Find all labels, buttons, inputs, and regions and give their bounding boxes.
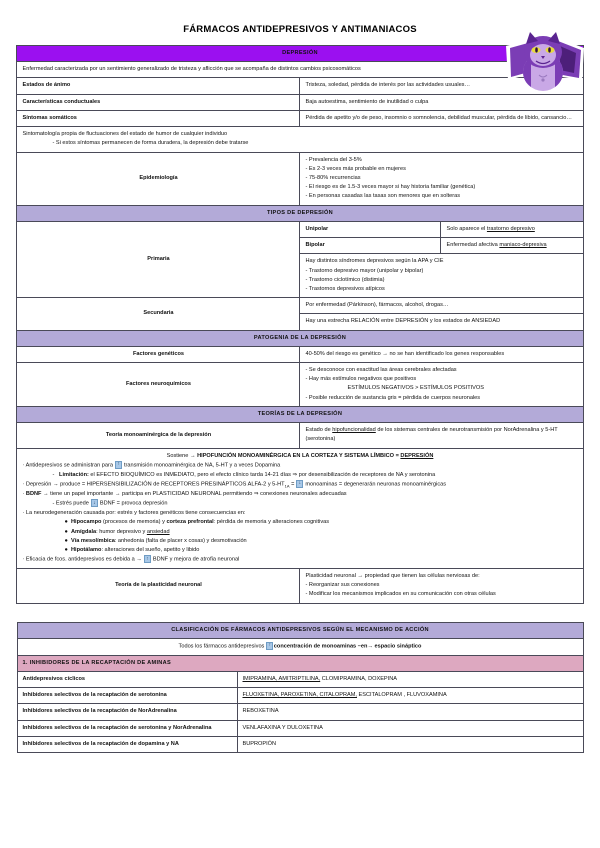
teoria-sub-bullet: ● Amígdala: humor depresivo y ansiedad bbox=[64, 528, 170, 535]
drug-underlined: FLUOXETINA, PAROXETINA, CITALOPRAM, bbox=[242, 692, 357, 699]
depresion-definition: Enfermedad caracterizada por un sentimiento generalizado de tristeza y aflicción que se acompaña de distintos cambios psicosomáticos bbox=[17, 62, 583, 78]
row-label-factores-geneticos: Factores genéticos bbox=[17, 346, 300, 362]
band-inhibidores-recaptacion: 1. INHIBIDORES DE LA RECAPTACIÓN DE AMINAS bbox=[17, 655, 583, 671]
bullet-2-bold: Vía mesolímbica bbox=[70, 537, 115, 544]
b2-post: el EFECTO BIOQUÍMICO es INMEDIATO, pero el efecto clínico tarda 14-21 días ⇒ por desensibilización de receptores de NA y serotonina bbox=[88, 471, 436, 478]
teoria-bullet-5 bbox=[22, 499, 577, 509]
b3-b: = bbox=[289, 481, 296, 488]
unipolar-underlined: trastorno depresivo bbox=[486, 225, 535, 232]
table-row bbox=[17, 704, 583, 720]
band-tipos-depresion: TIPOS DE DEPRESIÓN bbox=[17, 205, 583, 221]
b3-c: monoaminas = degenerarán neuronas monoaminérgicas bbox=[303, 481, 447, 488]
sindrome-line: - Trastorno ciclotímico (distimia) bbox=[305, 276, 385, 283]
row-label-plasticidad: Teoría de la plasticidad neuronal bbox=[17, 568, 300, 603]
epi-item: - Es 2-3 veces más probable en mujeres bbox=[305, 165, 406, 172]
mono-underlined: hipofuncionalidad bbox=[332, 427, 376, 434]
table-row bbox=[17, 110, 583, 126]
sindrome-line: Hay distintos síndromes depresivos según la APA y CIE bbox=[305, 258, 444, 265]
table-row bbox=[17, 221, 583, 237]
table-row bbox=[17, 638, 583, 655]
teoria-bullet-4 bbox=[22, 490, 577, 499]
clasificacion-intro bbox=[17, 638, 583, 655]
neuroq-line: - Posible reducción de sustancia gris = pérdida de cuerpos neuronales bbox=[305, 394, 481, 401]
b3-subscript: 1A bbox=[284, 483, 290, 489]
bipolar-underlined: maniaco-depresiva bbox=[499, 242, 547, 249]
b5-pre: - Estrés puede bbox=[52, 500, 91, 507]
arrow-up-icon: ↑ bbox=[266, 642, 273, 650]
cell-secundaria-value: Por enfermedad (Párkinson), fármacos, alcohol, drogas… bbox=[300, 298, 583, 314]
teoria-bullet-1 bbox=[22, 461, 577, 471]
table-row bbox=[17, 78, 583, 94]
teoria-sub-bullet: ● Hipotálamo: alteraciones del sueño, apetito y libido bbox=[64, 546, 200, 553]
drug-class-label: Inhibidores selectivos de la recaptación de NorAdrenalina bbox=[17, 704, 237, 720]
b4-bold: BDNF bbox=[25, 491, 42, 498]
teoria-monoaminergica-detail bbox=[17, 448, 583, 568]
bullet-0-bold: Hipocampo bbox=[70, 519, 102, 526]
b2-bold: Limitación: bbox=[59, 471, 89, 478]
cell-bipolar-value bbox=[441, 238, 583, 254]
table-row bbox=[17, 720, 583, 736]
table-row-teoria-detail bbox=[17, 448, 583, 568]
band-row-patogenia bbox=[17, 330, 583, 346]
bullet-1-underlined: ansiedad bbox=[146, 528, 170, 535]
teoria-sub-bullet: ● Vía mesolímbica: anhedonia (falta de placer x cosas) y desmotivación bbox=[64, 537, 247, 544]
plasticidad-line: - Modificar los mecanismos implicados en su comunicación con otras células bbox=[305, 591, 496, 598]
teoria-sub-bullet: ● Hipocampo (procesos de memoria) y corteza prefrontal: pérdida de memoria y alteraciones cognitivas bbox=[64, 519, 330, 526]
b5-post: BDNF = provoca depresión bbox=[98, 500, 168, 507]
arrow-up-icon: ↑ bbox=[144, 555, 151, 563]
drug-list bbox=[237, 688, 583, 704]
bullet-2-text: : anhedonia (falta de placer x cosas) y desmotivación bbox=[114, 537, 247, 544]
arrow-up-icon: ↑ bbox=[115, 461, 122, 469]
teoria-bullet-2 bbox=[22, 471, 577, 480]
row-value-epidemiologia bbox=[300, 152, 583, 205]
band-row-depresion bbox=[17, 46, 583, 62]
drug-list: VENLAFAXINA Y DULOXETINA bbox=[237, 720, 583, 736]
arrow-down-icon: ↓ bbox=[91, 499, 98, 507]
sostiene-underlined: DEPRESIÓN bbox=[400, 452, 434, 459]
bullet-3-bold: Hipotálamo bbox=[70, 546, 102, 553]
drug-rest: CLOMIPRAMINA, DOXEPINA bbox=[320, 675, 397, 682]
note-line-1: Sintomatología propia de fluctuaciones del estado de humor de cualquier individuo bbox=[22, 131, 228, 138]
drug-list: BUPROPIÓN bbox=[237, 736, 583, 752]
band-clasificacion: CLASIFICACIÓN DE FÁRMACOS ANTIDEPRESIVOS SEGÚN EL MECANISMO DE ACCIÓN bbox=[17, 622, 583, 638]
clasificacion-table bbox=[17, 622, 584, 753]
mono-post: de los sistemas centrales de neurotransmisión por NorAdrenalina y 5-HT (serotonina) bbox=[305, 427, 558, 443]
table-row bbox=[17, 127, 583, 152]
definition-row bbox=[17, 62, 583, 78]
band-row-clasificacion bbox=[17, 622, 583, 638]
row-value-sintomas-somaticos: Pérdida de apetito y/o de peso, insomnio o somnolencia, debilidad muscular, pérdida de libido, cansancio… bbox=[300, 110, 583, 126]
page-title: FÁRMACOS ANTIDEPRESIVOS Y ANTIMANIACOS bbox=[183, 24, 417, 35]
teoria-bullet-6: · La neurodegeneración causada por: estrés y factores genéticos tiene consecuencias en: bbox=[22, 510, 246, 517]
row-label-epidemiologia: Epidemiología bbox=[17, 152, 300, 205]
row-value-caracteristicas: Baja autoestima, sentimiento de inutilidad o culpa bbox=[300, 94, 583, 110]
teoria-bullet-7 bbox=[22, 555, 577, 565]
drug-class-label: Antidepresivos cíclicos bbox=[17, 671, 237, 687]
table-row bbox=[17, 346, 583, 362]
row-value-estados-animo: Tristeza, soledad, pérdida de interés por las actividades usuales… bbox=[300, 78, 583, 94]
table-row bbox=[17, 363, 583, 407]
b4-post: → tiene un papel importante → participa en PLASTICIDAD NEURONAL permitiendo ⇒ conexiones neuronales adecuadas bbox=[41, 491, 347, 498]
table-row bbox=[17, 423, 583, 448]
row-value-plasticidad bbox=[300, 568, 583, 603]
sostiene-bold: HIPOFUNCIÓN MONOAMINÉRGICA EN LA CORTEZA Y SISTEMA LÍMBICO = bbox=[197, 452, 401, 459]
sindrome-line: - Trastorno depresivo mayor (unipolar y bipolar) bbox=[305, 267, 424, 274]
b1-pre: · Antidepresivos se administran para bbox=[22, 462, 115, 469]
epi-item: - En personas casadas las tasas son menores que en solteras bbox=[305, 193, 461, 200]
cell-unipolar-label: Unipolar bbox=[300, 221, 441, 237]
bullet-3-text: : alteraciones del sueño, apetito y libido bbox=[101, 546, 200, 553]
table-gap bbox=[0, 604, 600, 622]
row-value-teoria-monoaminergica bbox=[300, 423, 583, 448]
neuroq-line: - Hay más estímulos negativos que positivos bbox=[305, 376, 417, 383]
row-label-teoria-monoaminergica: Teoría monoaminérgica de la depresión bbox=[17, 423, 300, 448]
band-depresion: DEPRESIÓN bbox=[17, 46, 583, 62]
row-label-factores-neuroquimicos: Factores neuroquímicos bbox=[17, 363, 300, 407]
b7-post: BDNF y mejora de atrofia neuronal bbox=[151, 556, 240, 563]
bullet-0-bold2: corteza prefrontal bbox=[166, 519, 214, 526]
note-line-2: - Si estos síntomas permanecen de forma duradera, la depresión debe tratarse bbox=[52, 140, 249, 147]
sintomatologia-note bbox=[17, 127, 583, 152]
cell-unipolar-value bbox=[441, 221, 583, 237]
sostiene-pre: Sostiene → bbox=[166, 452, 198, 459]
intro-post: concentración de monoaminas –en→ espacio sináptico bbox=[273, 643, 422, 650]
band-teorias: TEORÍAS DE LA DEPRESIÓN bbox=[17, 406, 583, 422]
b7-pre: · Eficacia de fcos. antidepresivos es debida a → bbox=[22, 556, 144, 563]
drug-class-label: Inhibidores selectivos de la recaptación de serotonina bbox=[17, 688, 237, 704]
bullet-0-text: (procesos de memoria) y bbox=[101, 519, 167, 526]
row-label-secundaria: Secundaria bbox=[17, 298, 300, 330]
neuroq-emphasis: ESTÍMULOS NEGATIVOS > ESTÍMULOS POSITIVOS bbox=[347, 385, 484, 392]
bullet-1-text: : humor depresivo y bbox=[96, 528, 147, 535]
neuroq-line: - Se desconoce con exactitud las áreas cerebrales afectadas bbox=[305, 367, 457, 374]
epi-item: - Prevalencia del 3-5% bbox=[305, 156, 362, 163]
cell-sindromes bbox=[300, 254, 583, 298]
row-value-factores-neuroquimicos bbox=[300, 363, 583, 407]
bipolar-text: Enfermedad afectiva bbox=[446, 242, 500, 249]
sostiene-line bbox=[22, 452, 577, 461]
band-patogenia: PATOGENIA DE LA DEPRESIÓN bbox=[17, 330, 583, 346]
plasticidad-line: - Reorganizar sus conexiones bbox=[305, 582, 380, 589]
row-label-sintomas-somaticos: Síntomas somáticos bbox=[17, 110, 300, 126]
table-row bbox=[17, 688, 583, 704]
b2-dash: - bbox=[52, 471, 55, 478]
drug-class-label: Inhibidores selectivos de la recaptación de dopamina y NA bbox=[17, 736, 237, 752]
teoria-bullet-3 bbox=[22, 480, 577, 490]
intro-pre: Todos los fármacos antidepresivos bbox=[178, 643, 266, 650]
band-row-tipos bbox=[17, 205, 583, 221]
drug-class-label: Inhibidores selectivos de la recaptación de serotonina y NorAdrenalina bbox=[17, 720, 237, 736]
b4-pre: · bbox=[22, 491, 26, 498]
cell-relacion-ansiedad: Hay una estrecha RELACIÓN entre DEPRESIÓN y los estados de ANSIEDAD bbox=[300, 314, 583, 330]
bullet-1-bold: Amígdala bbox=[70, 528, 97, 535]
drug-underlined: IMIPRAMINA, AMITRIPTILINA, bbox=[242, 675, 321, 682]
epi-item: - 75-80% recurrencias bbox=[305, 174, 361, 181]
band-row-teorias bbox=[17, 406, 583, 422]
table-row bbox=[17, 568, 583, 603]
row-label-primaria: Primaria bbox=[17, 221, 300, 297]
sindrome-line: - Trastornos depresivos atípicos bbox=[305, 285, 385, 292]
plasticidad-line: Plasticidad neuronal → propiedad que tienen las células nerviosas de: bbox=[305, 572, 480, 579]
depression-main-table bbox=[16, 45, 583, 604]
drug-list bbox=[237, 671, 583, 687]
b1-post: transmisión monoaminérgica de NA, 5-HT y a veces Dopamina bbox=[122, 462, 281, 469]
b3-a: · Depresión → produce = HIPERSENSIBILIZACIÓN de RECEPTORES PRESINÁPTICOS ALFA-2 y 5-HT bbox=[22, 481, 285, 488]
row-label-estados-animo: Estados de ánimo bbox=[17, 78, 300, 94]
table-row bbox=[17, 152, 583, 205]
row-value-factores-geneticos: 40-50% del riesgo es genético → no se han identificado los genes responsables bbox=[300, 346, 583, 362]
epi-item: - El riesgo es de 1.5-3 veces mayor si hay historia familiar (genética) bbox=[305, 184, 476, 191]
table-row bbox=[17, 671, 583, 687]
mono-pre: Estado de bbox=[305, 427, 333, 434]
table-row bbox=[17, 94, 583, 110]
drug-list: REBOXETINA bbox=[237, 704, 583, 720]
arrow-down-icon: ↓ bbox=[296, 480, 303, 488]
row-label-caracteristicas: Características conductuales bbox=[17, 94, 300, 110]
band-row-grupo1 bbox=[17, 655, 583, 671]
cell-bipolar-label: Bipolar bbox=[300, 238, 441, 254]
drug-rest: ESCITALOPRAM , FLUVOXAMINA bbox=[356, 692, 447, 699]
table-row bbox=[17, 298, 583, 314]
bullet-0-text2: : pérdida de memoria y alteraciones cognitivas bbox=[213, 519, 330, 526]
table-row bbox=[17, 736, 583, 752]
unipolar-text: Solo aparece el bbox=[446, 225, 487, 232]
